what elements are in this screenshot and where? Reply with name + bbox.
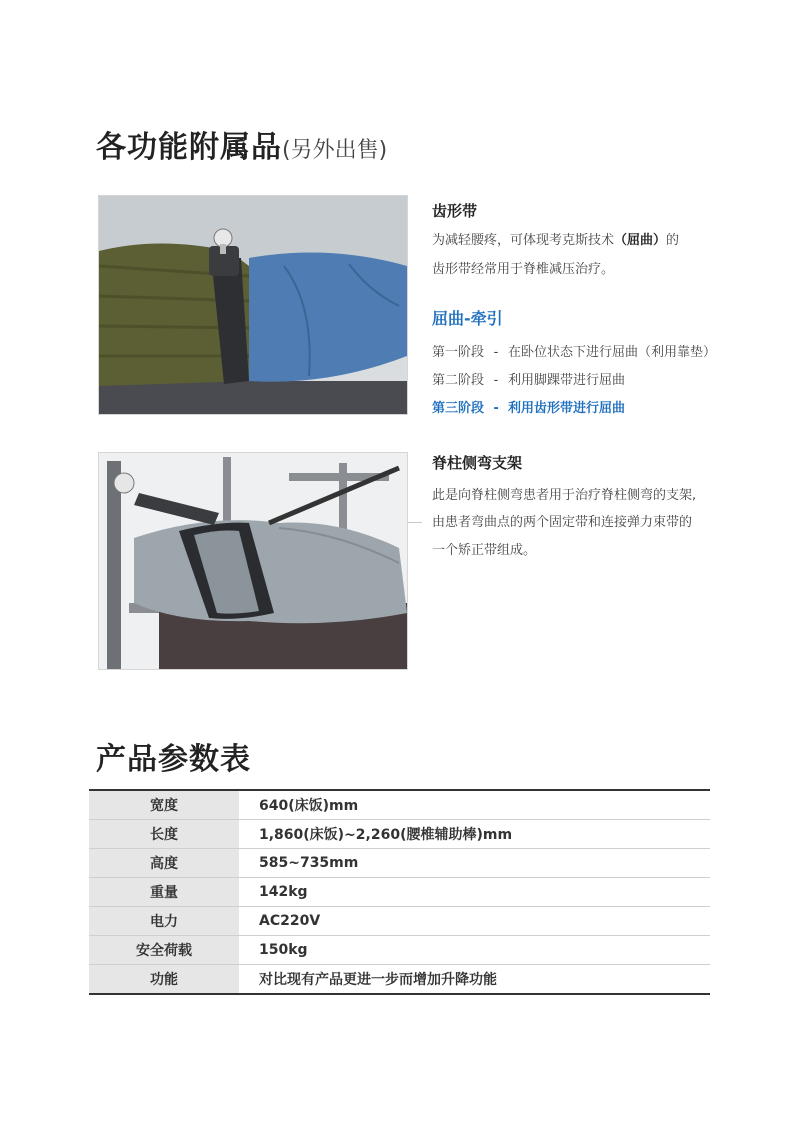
spec-value: 150kg [239,936,710,965]
flexion-heading: 屈曲-牵引 [432,309,503,328]
brace-heading: 脊柱侧弯支架 [432,454,523,472]
spec-key: 电力 [89,907,239,936]
spec-value: 1,860(床饭)~2,260(腰椎辅助棒)mm [239,820,710,849]
spec-value: 142kg [239,878,710,907]
stage-text: 利用齿形带进行屈曲 [508,401,626,416]
table-row [89,878,710,907]
stage-text: 在卧位状态下进行屈曲（利用靠垫） [508,345,717,360]
brace-desc-line1: 此是向脊柱侧弯患者用于治疗脊柱侧弯的支架, [432,488,697,503]
stage-label: 第二阶段 [432,373,485,388]
spec-value: AC220V [239,907,710,936]
table-row [89,907,710,936]
brace-desc-line3: 一个矫正带组成。 [432,543,537,558]
photo-connector-line [408,522,422,523]
spec-key: 功能 [89,965,239,995]
accessories-title-text: 各功能附属品 [96,130,282,165]
spec-key: 重量 [89,878,239,907]
table-row [89,820,710,849]
belt-desc-line1 [432,226,679,255]
spec-value: 640(床饭)mm [239,790,710,820]
stage-1 [432,341,716,360]
stage-sep: - [493,401,499,416]
spec-key: 宽度 [89,790,239,820]
stage-label: 第三阶段 [432,401,485,416]
accessories-title [96,122,387,166]
stage-text: 利用脚踝带进行屈曲 [508,373,626,388]
spec-table [89,789,710,995]
belt-photo-image [99,196,407,414]
spec-key: 长度 [89,820,239,849]
table-row [89,849,710,878]
stage-2 [432,369,625,388]
belt-desc-bold: （屈曲） [614,233,667,248]
brace-photo-image [99,453,407,669]
brace-desc-line2: 由患者弯曲点的两个固定带和连接弹力束带的 [432,515,693,530]
spec-value: 对比现有产品更进一步而增加升降功能 [239,965,710,995]
brace-photo [98,452,408,670]
stage-sep: - [493,345,499,360]
stage-sep: - [493,373,499,388]
spec-key: 高度 [89,849,239,878]
spec-value: 585~735mm [239,849,710,878]
specs-title: 产品参数表 [96,742,251,777]
stage-label: 第一阶段 [432,345,485,360]
belt-desc-text: 为减轻腰疼，可体现考克斯技术 [432,233,615,248]
belt-heading: 齿形带 [432,202,478,220]
belt-desc-line2: 齿形带经常用于脊椎减压治疗。 [432,262,615,277]
belt-desc-tail: 的 [666,233,680,248]
table-row [89,936,710,965]
belt-photo [98,195,408,415]
spec-key: 安全荷载 [89,936,239,965]
stage-3 [432,397,625,416]
accessories-title-note: (另外出售) [282,138,388,163]
table-row [89,965,710,995]
table-row [89,790,710,820]
